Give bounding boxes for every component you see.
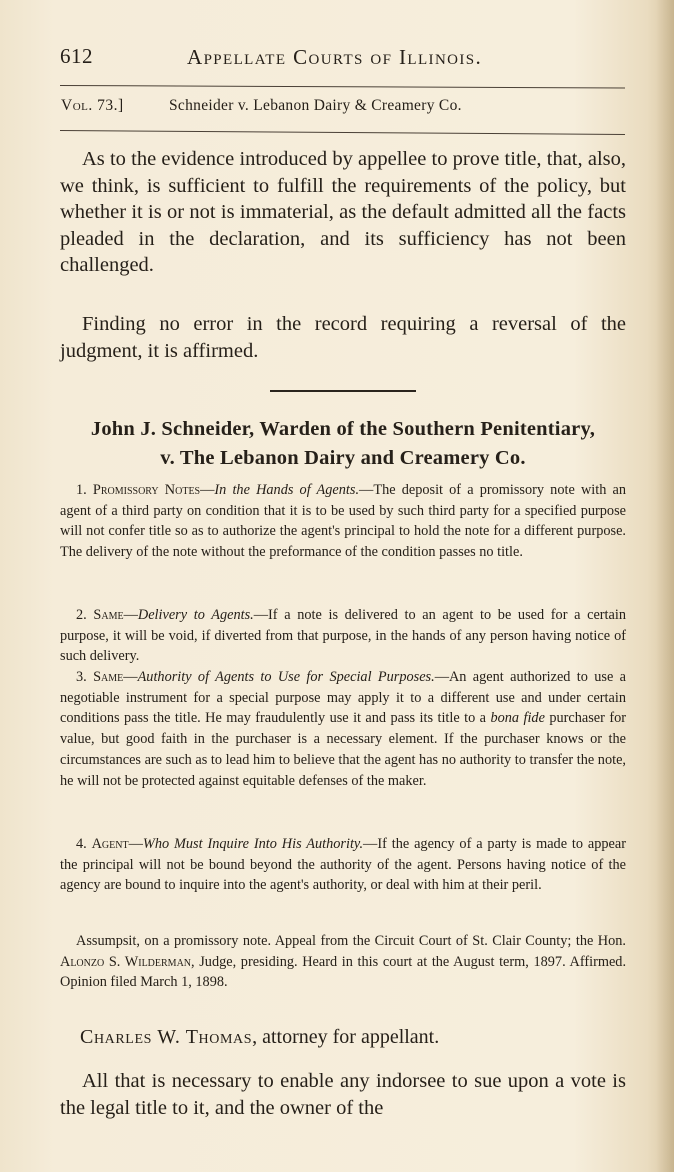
syllabus-item-3: 3. Same—Authority of Agents to Use for Special Purposes.—An agent authorized to use a negotiable instrument for a special purpose may apply it to a different use and under certain conditions pass the title. He may fraudulently use it and pass its title to a bona fide purchaser for value, but good faith in the purchaser is a necessary element. If the purchaser knows or the circumstances are such as to lead him to believe that the agent has no authority to transfer the note, he will not be protected against equitable defenses of the maker. — [60, 669, 627, 789]
case-title-line-1: John J. Schneider, Warden of the Southern Penitentiary, — [90, 418, 596, 440]
syllabus-text: An agent authorized to use a negotiable instrument for a special purpose may apply it to a different use and under certain conditions pass the title. He may fraudulently use it and pass its title to a — [60, 669, 627, 727]
syllabus-subheading: Who Must Inquire Into His Authority. — [142, 836, 364, 852]
opinion-paragraph-1: As to the evidence introduced by appellee to prove title, that, also, we think, is sufficient to fulfill the requirements of the policy, but whether it is or not is immaterial, as the default admitted all the facts pleaded in the declaration, and its sufficiency has not been challenged. — [60, 148, 626, 277]
running-head: Appellate Courts of Illinois. — [187, 45, 483, 69]
page-header — [60, 44, 620, 78]
case-running-title: Schneider v. Lebanon Dairy & Creamery Co. — [169, 97, 462, 114]
statement-text: , Judge, presiding. Heard in this court at the August term, 1897. Affirmed. Opinion filed March 1, 1898. — [60, 953, 627, 991]
case-title-line-2: v. The Lebanon Dairy and Creamery Co. — [160, 447, 526, 469]
syllabus-item-1: 1. Promissory Notes—In the Hands of Agents.—The deposit of a promissory note with an agent of a third party on condition that it is to be used by such third party for a specified purpose will not confer title so as to authorize the agent's principal to hold the note for a different purpose. The delivery of the note without the preformance of the condition passes no title. — [60, 482, 626, 561]
statement-text: on a promissory note. Appeal from the Circuit Court of St. Clair County; the Hon. — [139, 933, 626, 949]
section-separator — [270, 390, 416, 392]
syllabus-number: 3. — [76, 669, 87, 685]
header-rule-top — [60, 85, 625, 88]
page-edge-shadow — [656, 0, 674, 1172]
statement-lead: Assumpsit, — [76, 933, 140, 949]
counsel-role: , attorney for appellant. — [252, 1026, 440, 1048]
syllabus-heading: Same — [93, 607, 124, 623]
syllabus-heading: Same — [93, 669, 124, 685]
syllabus-italic-phrase: bona fide — [490, 710, 545, 727]
volume-line — [61, 97, 621, 115]
syllabus-subheading: In the Hands of Agents. — [214, 482, 360, 498]
syllabus-item-2: 2. Same—Delivery to Agents.—If a note is delivered to an agent to be used for a certain purpose, it will be void, if diverted from that purpose, in the hands of any person having notice of such delivery. — [60, 607, 626, 665]
syllabus-number: 4. — [76, 836, 87, 852]
case-statement — [60, 931, 626, 993]
syllabus-item-4: 4. Agent—Who Must Inquire Into His Authority.—If the agency of a party is made to appear the principal will not be bound beyond the authority of the agent. Persons having notice of the agency are bound to inquire into the agent's authority, or deal with him at their peril. — [60, 836, 626, 894]
syllabus-number: 1. — [76, 482, 87, 498]
syllabus-heading: Promissory Notes — [92, 482, 201, 498]
argument-paragraph: All that is necessary to enable any indorsee to sue upon a vote is the legal title to it, and the owner of the — [60, 1070, 626, 1119]
syllabus-heading: Agent — [91, 836, 129, 852]
syllabus-subheading: Authority of Agents to Use for Special Purposes. — [137, 669, 435, 685]
syllabus-subheading: Delivery to Agents. — [137, 607, 254, 623]
syllabus-text: If the agency of a party is made to appear the principal will not be bound beyond the authority of the agent. Persons having notice of the agency are bound to inquire into the agent's authority, or deal with him at their peril. — [60, 836, 626, 894]
opinion-paragraph-2: Finding no error in the record requiring a reversal of the judgment, it is affirmed. — [60, 313, 626, 362]
counsel-line — [60, 1026, 626, 1049]
syllabus-text: If a note is delivered to an agent to be used for a certain purpose, it will be void, if diverted from that purpose, in the hands of any person having notice of such delivery. — [60, 607, 626, 665]
counsel-name: Charles W. Thomas — [80, 1026, 253, 1048]
judge-name: Alonzo S. Wilderman — [60, 953, 192, 970]
case-title — [60, 415, 626, 473]
header-rule-bottom — [60, 130, 625, 135]
syllabus-number: 2. — [76, 607, 87, 623]
syllabus-text: purchaser for value, but good faith in the purchaser is a necessary element. If the purchaser knows or the circumstances are such as to lead him to believe that the agent has no authority to transfer the note, he will not be protected against equitable defenses of the maker. — [60, 710, 627, 789]
syllabus-text: The deposit of a promissory note with an agent of a third party on condition that it is to be used by such third party for a specified purpose will not confer title so as to authorize the agent's principal to hold the note for a different purpose. The delivery of the note without the preformance of the condition passes no title. — [60, 482, 626, 561]
volume-number: Vol. 73.] — [61, 97, 124, 114]
page-number: 612 — [60, 44, 93, 68]
